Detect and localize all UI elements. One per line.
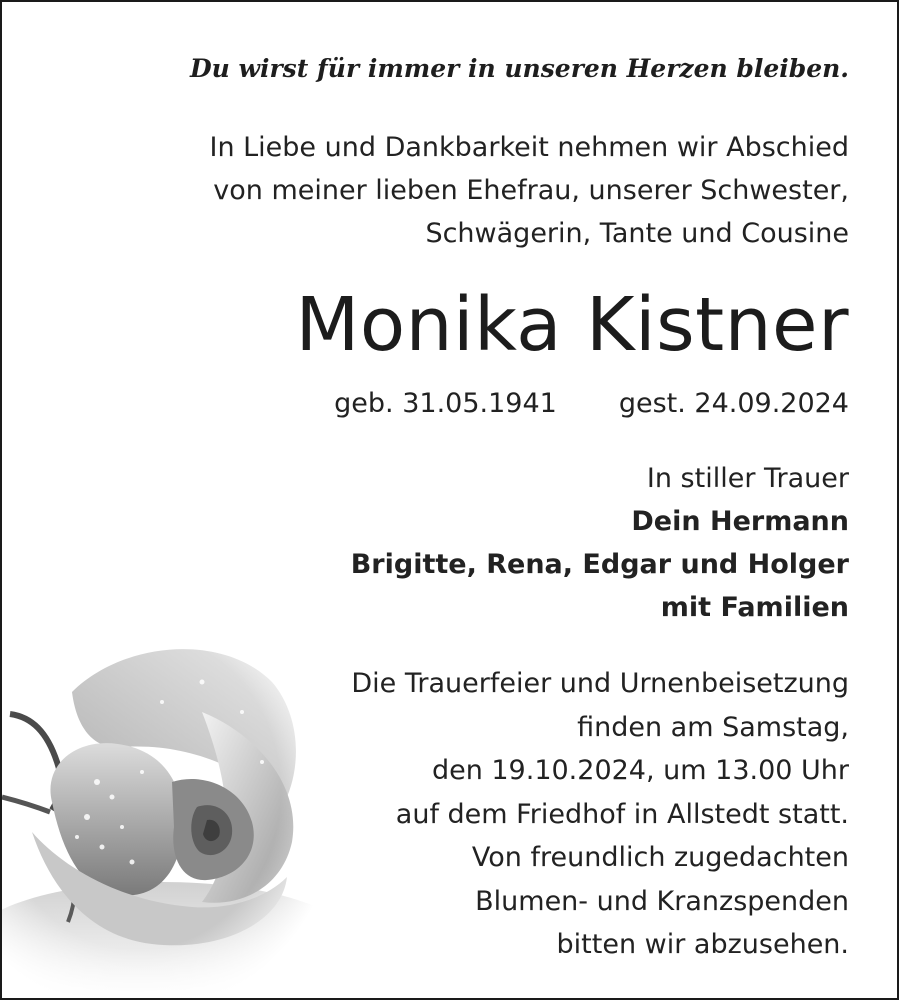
service-line: Blumen- und Kranzspenden xyxy=(475,885,849,917)
motto-line: Du wirst für immer in unseren Herzen bleiben. xyxy=(189,54,849,83)
mourners-block xyxy=(351,457,849,629)
intro-line: Schwägerin, Tante und Cousine xyxy=(425,218,849,249)
service-details xyxy=(351,662,849,967)
intro-text xyxy=(209,126,849,255)
mourner-line: Brigitte, Rena, Edgar und Holger xyxy=(350,549,849,580)
mourning-line: In stiller Trauer xyxy=(646,463,849,494)
death-date: gest. 24.09.2024 xyxy=(618,388,849,419)
rose-icon xyxy=(2,622,342,998)
mourner-line: Dein Hermann xyxy=(631,506,849,537)
service-line: Von freundlich zugedachten xyxy=(471,842,849,873)
service-line: auf dem Friedhof in Allstedt statt. xyxy=(395,798,849,830)
service-line: bitten wir abzusehen. xyxy=(556,929,849,960)
deceased-name: Monika Kistner xyxy=(295,282,849,368)
intro-line: In Liebe und Dankbarkeit nehmen wir Abschied xyxy=(209,132,849,163)
service-line: Die Trauerfeier und Urnenbeisetzung xyxy=(351,668,849,699)
service-line: finden am Samstag, xyxy=(577,711,849,743)
life-dates xyxy=(334,388,849,419)
mourner-line: mit Familien xyxy=(660,592,849,623)
birth-date: geb. 31.05.1941 xyxy=(334,388,557,419)
service-line: den 19.10.2024, um 13.00 Uhr xyxy=(431,755,849,786)
intro-line: von meiner lieben Ehefrau, unserer Schwester, xyxy=(213,175,849,206)
